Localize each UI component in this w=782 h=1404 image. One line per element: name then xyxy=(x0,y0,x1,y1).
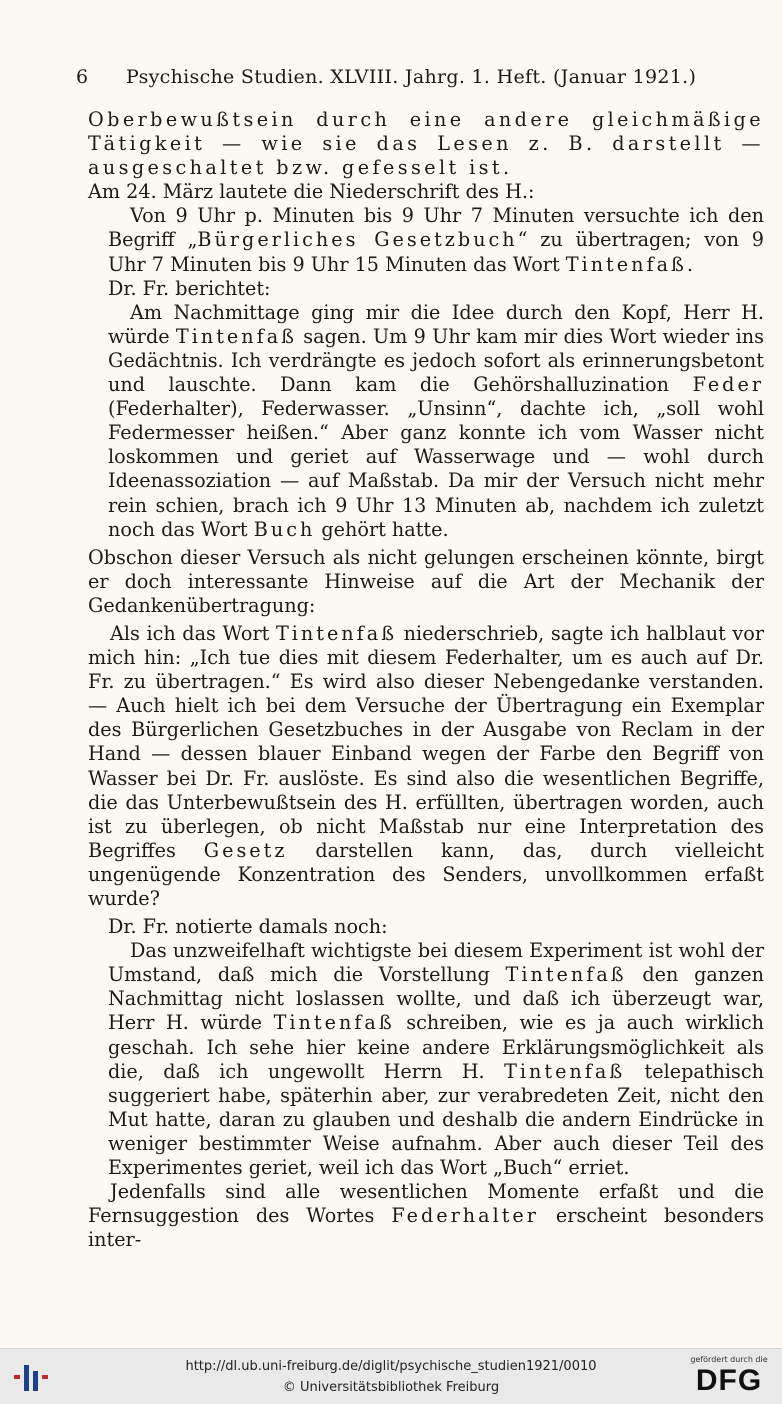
paragraph: Obschon dieser Versuch als nicht gelungen erscheinen könnte, birgt er doch interessante Hinweise auf die Art der Mechanik der Gedankenübertragung: xyxy=(88,545,764,617)
paragraph: Am Nachmittage ging mir die Idee durch den Kopf, Herr H. würde Tintenfaß sagen. Um 9 Uhr kam mir dies Wort wieder ins Gedächtnis. Ich verdrängte es jedoch sofort als erinnerungsbetont und lauschte. Dann kam die Gehörshalluzination Feder (Federhalter), Federwasser. „Unsinn“, dachte ich, „soll wohl Federmesser heißen.“ Aber ganz konnte ich vom Wasser nicht loskommen und geriet auf Wasserwage und — wohl durch Ideenassoziation — auf Maßstab. Da mir der Versuch nicht mehr rein schien, brach ich 9 Uhr 13 Minuten ab, nachdem ich zuletzt noch das Wort Buch gehört hatte. xyxy=(108,300,764,541)
paragraph: Jedenfalls sind alle wesentlichen Momente erfaßt und die Fernsuggestion des Wortes Federhalter erscheint besonders inter- xyxy=(88,1180,764,1252)
paragraph: Dr. Fr. berichtet: xyxy=(108,276,271,300)
paragraph: Dr. Fr. notierte damals noch: xyxy=(108,915,388,939)
dfg-tagline: gefördert durch die xyxy=(690,1355,768,1364)
paragraph: Am 24. März lautete die Niederschrift des H.: xyxy=(88,180,535,204)
paragraph: Von 9 Uhr p. Minuten bis 9 Uhr 7 Minuten versuchte ich den Begriff „Bürgerliches Gesetzbuch“ zu übertragen; von 9 Uhr 7 Minuten bis 9 Uhr 15 Minuten das Wort Tintenfaß. xyxy=(108,204,764,276)
running-header xyxy=(76,66,766,88)
paragraph: Das unzweifelhaft wichtigste bei diesem Experiment ist wohl der Umstand, daß mich die Vorstellung Tintenfaß den ganzen Nachmittag nicht loslassen wollte, und daß ich überzeugt war, Herr H. würde Tintenfaß schreiben, wie es ja auch wirklich geschah. Ich sehe hier keine andere Erklärungsmöglichkeit als die, daß ich ungewollt Herrn H. Tintenfaß telepathisch suggeriert habe, späterhin aber, zur verabredeten Zeit, nicht den Mut hatte, daran zu glauben und deshalb die andern Eindrücke in weniger bestimmter Weise aufnahm. Aber auch dieser Teil des Experimentes geriet, weil ich das Wort „Buch“ erriet. xyxy=(108,939,764,1180)
dfg-logo: DFG xyxy=(695,1364,763,1397)
viewer-footer xyxy=(0,1348,782,1404)
paragraph: Oberbewußtsein durch eine andere gleichmäßige Tätigkeit — wie sie das Lesen z. B. darstellt — ausgeschaltet bzw. gefesselt ist. xyxy=(88,108,764,180)
body-text xyxy=(88,108,764,1252)
page-number: 6 xyxy=(76,66,89,88)
running-title: Psychische Studien. XLVIII. Jahrg. 1. Heft. (Januar 1921.) xyxy=(126,66,697,88)
copyright-notice: © Universitätsbibliothek Freiburg xyxy=(282,1380,500,1395)
permalink-url[interactable]: http://dl.ub.uni-freiburg.de/diglit/psychische_studien1921/0010 xyxy=(185,1359,597,1374)
paragraph: Als ich das Wort Tintenfaß niederschrieb, sagte ich halblaut vor mich hin: „Ich tue dies mit diesem Federhalter, um es auch auf Dr. Fr. zu übertragen.“ Es wird also dieser Nebengedanke verstanden. — Auch hielt ich bei dem Versuche der Übertragung ein Exemplar des Bürgerlichen Gesetzbuches in der Ausgabe von Reclam in der Hand — dessen blauer Einband wegen der Farbe den Begriff von Wasser bei Dr. Fr. auslöste. Es sind also die wesentlichen Begriffe, die das Unterbewußtsein des H. erfüllten, übertragen worden, auch ist zu überlegen, ob nicht Maßstab nur eine Interpretation des Begriffes Gesetz darstellen kann, das, durch vielleicht ungenügende Konzentration des Senders, unvollkommen erfaßt wurde? xyxy=(88,621,765,910)
